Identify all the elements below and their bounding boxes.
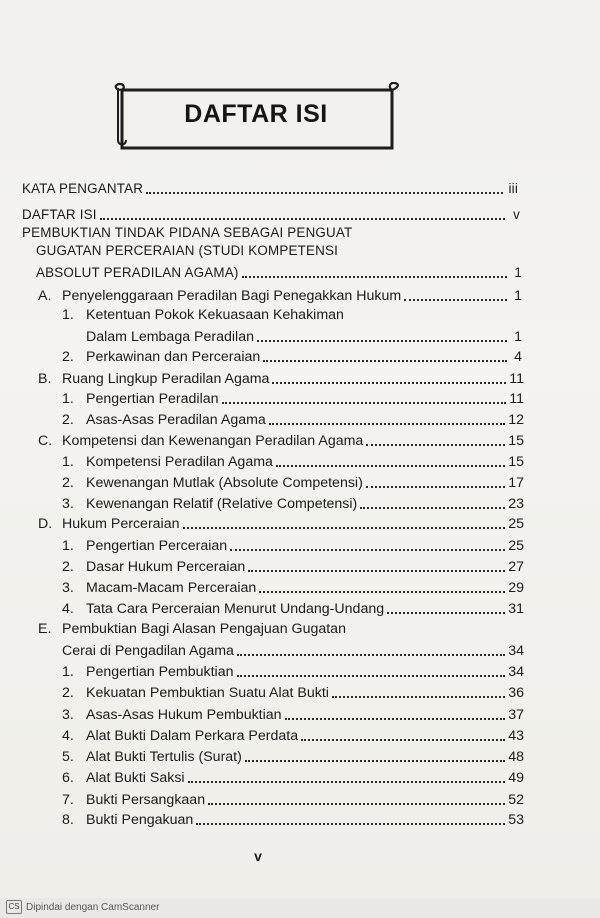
item-number: 4. [62,601,74,617]
toc-entry-label: Alat Bukti Saksi [86,770,185,786]
item-number: 1. [62,307,74,323]
toc-entry-label: Asas-Asas Peradilan Agama [86,412,266,428]
toc-entry-label: Kewenangan Mutlak (Absolute Competensi) [86,475,363,491]
toc-entry-page: 4 [514,349,522,365]
leader-dots [272,382,506,384]
item-number: 3. [62,707,74,723]
toc-entry-label: Bukti Persangkaan [86,792,206,808]
leader-dots [257,340,507,342]
item-number: 3. [62,496,74,512]
leader-dots [301,739,505,741]
toc-entry-page: 37 [508,707,524,723]
leader-dots [146,192,503,194]
toc-entry-label: Cerai di Pengadilan Agama [62,643,234,659]
leader-dots [259,591,505,593]
toc-item-e5[interactable] [62,748,524,766]
toc-entry-label: Kompetensi Peradilan Agama [86,454,273,470]
toc-entry-label: Macam-Macam Perceraian [86,580,257,596]
toc-entry-label: Kewenangan Relatif (Relative Competensi) [86,496,358,512]
item-number: 2. [62,685,74,701]
leader-dots [242,276,508,278]
title-banner [108,82,404,154]
toc-entry-page: 36 [508,685,524,701]
toc-item-e3[interactable] [62,706,524,724]
leader-dots [366,444,505,446]
leader-dots [230,549,505,551]
item-number: 3. [62,580,74,596]
toc-entry-page: 29 [508,580,524,596]
item-number: 8. [62,812,74,828]
toc-entry-page: 49 [508,770,524,786]
leader-dots [245,760,505,762]
toc-entry-page: 15 [508,454,524,470]
toc-entry-label: Asas-Asas Hukum Pembuktian [86,707,282,723]
scanner-text: Dipindai dengan CamScanner [26,901,160,913]
toc-entry-page: 27 [508,559,524,575]
toc-entry-label: Kekuatan Pembuktian Suatu Alat Bukti [86,685,329,701]
toc-entry-label: Kompetensi dan Kewenangan Peradilan Agama [62,433,364,449]
toc-entry-page: 1 [514,329,522,345]
toc-section-c[interactable] [38,432,524,450]
toc-entry-label: Ruang Lingkup Peradilan Agama [62,371,270,387]
scanner-watermark [6,899,159,915]
toc-entry-page: 1 [514,265,522,280]
leader-dots [366,486,505,488]
leader-dots [285,718,506,720]
leader-dots [263,360,507,362]
toc-section-e[interactable] [62,642,524,660]
section-letter: B. [38,371,52,387]
toc-entry-label: Perkawinan dan Perceraian [86,349,261,365]
toc-item-c2[interactable] [62,474,524,492]
toc-entry-label: DAFTAR ISI [22,207,97,222]
section-letter: C. [38,433,53,449]
toc-entry-page: 25 [508,516,524,532]
chapter-title-line-2: GUGATAN PERCERAIAN (STUDI KOMPETENSI [36,243,339,258]
item-number: 2. [62,559,74,575]
toc-item-e1[interactable] [62,663,524,681]
toc-entry-daftar-isi[interactable] [22,206,520,224]
page-title: DAFTAR ISI [184,100,328,128]
leader-dots [404,299,507,301]
toc-entry-label: Bukti Pengakuan [86,812,194,828]
leader-dots [237,675,506,677]
toc-entry-label: Alat Bukti Tertulis (Surat) [86,749,242,765]
leader-dots [237,654,505,656]
toc-item-d3[interactable] [62,579,524,597]
toc-entry-label: Pengertian Perceraian [86,538,228,554]
toc-item-e4[interactable] [62,727,524,745]
toc-entry-label: Pengertian Pembuktian [86,664,234,680]
toc-item-a1-line-1 [62,306,344,324]
toc-entry-kata-pengantar[interactable] [22,180,518,198]
toc-entry-label: Hukum Perceraian [62,516,180,532]
toc-entry-page: 17 [508,475,524,491]
section-letter: D. [38,516,53,532]
toc-entry-label: Pembuktian Bagi Alasan Pengajuan Gugatan [62,621,346,637]
toc-entry-label: Alat Bukti Dalam Perkara Perdata [86,728,299,744]
item-number: 5. [62,749,74,765]
toc-entry-page: 48 [508,749,524,765]
toc-section-e-line-1 [38,620,346,638]
toc-entry-page: v [513,207,520,222]
item-number: 1. [62,391,74,407]
toc-item-b1[interactable] [62,390,524,408]
toc-item-e8[interactable] [62,811,524,829]
leader-dots [332,696,505,698]
leader-dots [183,527,506,529]
item-number: 7. [62,792,74,808]
leader-dots [188,781,506,783]
leader-dots [196,823,505,825]
toc-entry-label: ABSOLUT PERADILAN AGAMA) [36,265,239,280]
toc-entry-page: 31 [508,601,524,617]
leader-dots [248,570,505,572]
toc-item-d1[interactable] [62,537,524,555]
toc-item-c3[interactable] [62,495,524,513]
toc-item-e2[interactable] [62,684,524,702]
leader-dots [387,612,505,614]
toc-entry-chapter[interactable] [36,264,522,282]
item-number: 2. [62,412,74,428]
page-number: v [254,848,262,864]
toc-entry-page: iii [508,181,518,196]
item-number: 2. [62,475,74,491]
toc-entry-page: 23 [508,496,524,512]
leader-dots [276,465,505,467]
toc-entry-page: 52 [508,792,524,808]
toc-entry-label: Dalam Lembaga Peradilan [86,329,254,345]
section-letter: E. [38,621,52,637]
toc-entry-label: KATA PENGANTAR [22,181,144,196]
toc-entry-page: 25 [508,538,524,554]
camscanner-icon: CS [6,900,22,914]
toc-item-d4[interactable] [62,600,524,618]
toc-entry-page: 15 [508,433,524,449]
item-number: 6. [62,770,74,786]
toc-entry-page: 34 [508,664,524,680]
toc-item-c1[interactable] [62,453,524,471]
leader-dots [269,423,505,425]
toc-entry-page: 34 [508,643,524,659]
leader-dots [222,402,507,404]
chapter-title-line-1: PEMBUKTIAN TINDAK PIDANA SEBAGAI PENGUAT [22,225,353,240]
toc-entry-page: 53 [508,812,524,828]
toc-entry-label: Pengertian Peradilan [86,391,219,407]
toc-entry-page: 11 [509,391,524,407]
toc-entry-page: 43 [508,728,524,744]
toc-entry-page: 12 [508,412,524,428]
item-number: 4. [62,728,74,744]
section-letter: A. [38,288,52,304]
toc-entry-page: 1 [514,288,522,304]
toc-item-e6[interactable] [62,769,524,787]
toc-item-e7[interactable] [62,791,524,809]
toc-entry-label: Penyelenggaraan Peradilan Bagi Penegakkan Hukum [62,288,402,304]
item-number: 1. [62,664,74,680]
leader-dots [360,507,505,509]
toc-entry-page: 11 [509,371,524,387]
toc-entry-label: Dasar Hukum Perceraian [86,559,246,575]
toc-entry-label: Tata Cara Perceraian Menurut Undang-Undang [86,601,385,617]
item-number: 1. [62,538,74,554]
toc-section-b[interactable] [38,370,524,388]
toc-item-a1[interactable] [86,328,522,346]
item-number: 2. [62,349,74,365]
item-number: 1. [62,454,74,470]
toc-item-b2[interactable] [62,411,524,429]
toc-section-d[interactable] [38,515,524,533]
toc-item-a2[interactable] [62,348,522,366]
toc-entry-label: Ketentuan Pokok Kekuasaan Kehakiman [86,307,344,323]
toc-section-a[interactable] [38,287,522,305]
toc-item-d2[interactable] [62,558,524,576]
leader-dots [208,803,505,805]
leader-dots [100,218,505,220]
